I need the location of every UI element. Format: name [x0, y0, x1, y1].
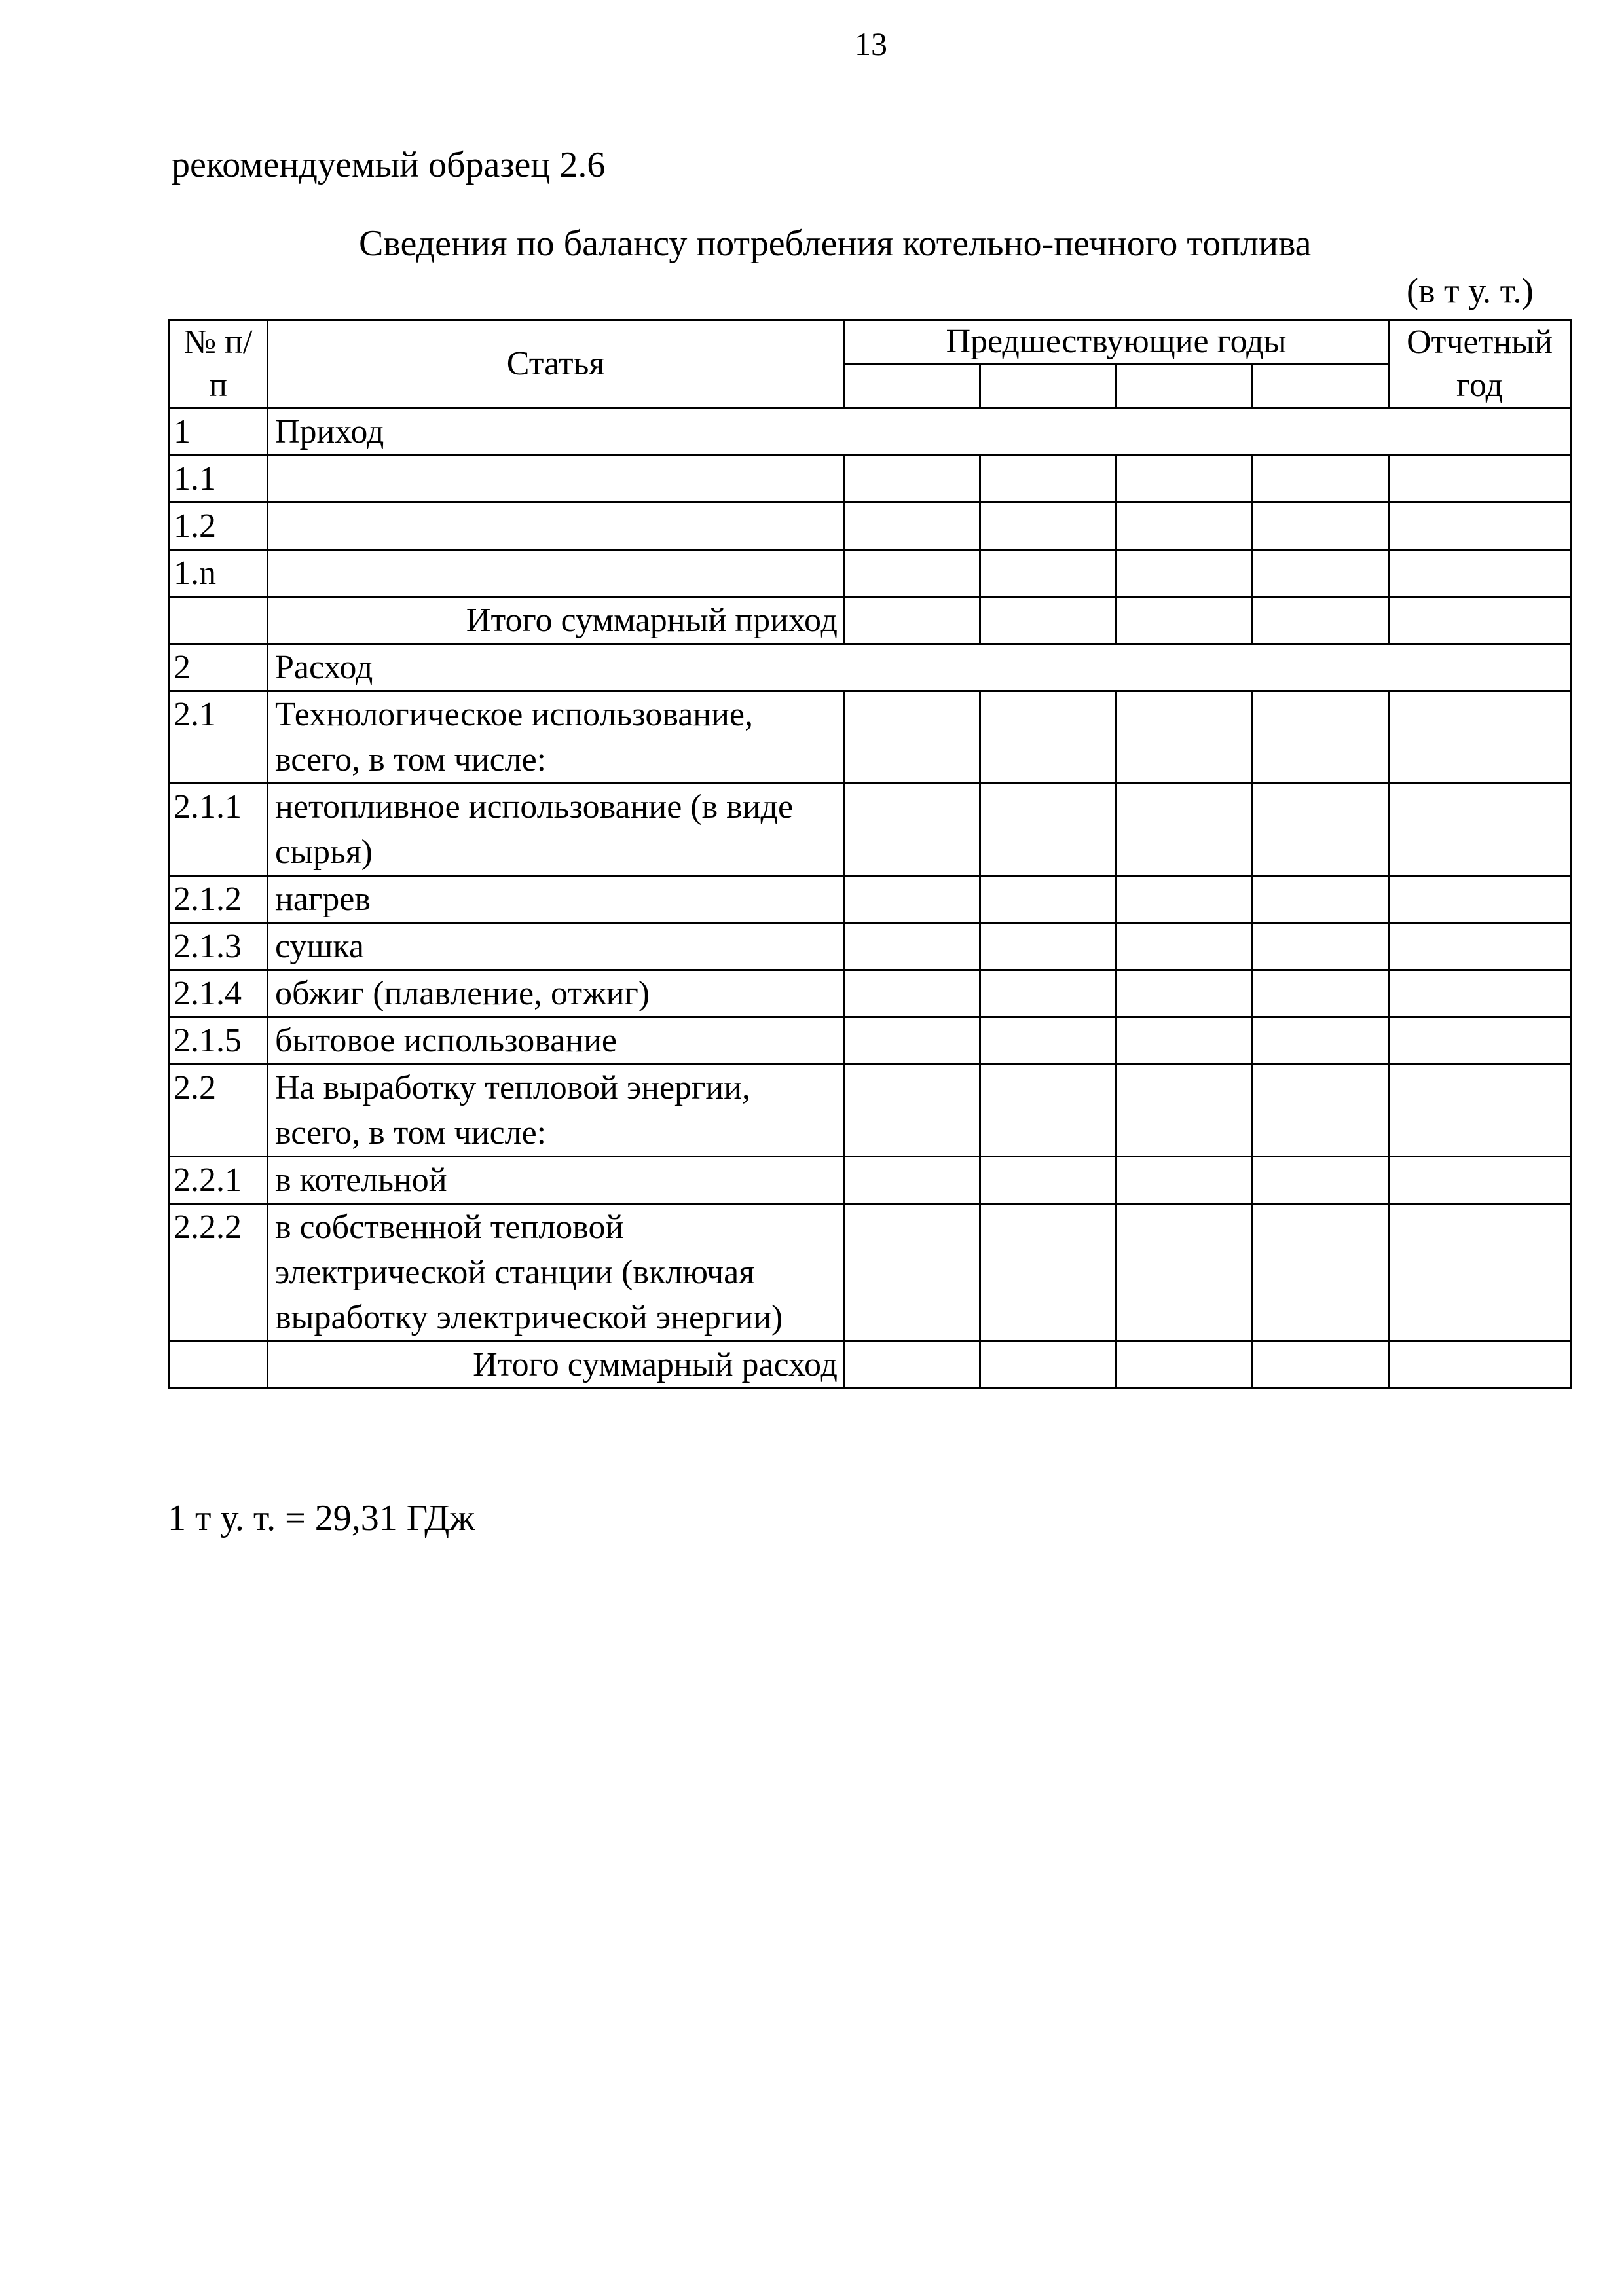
row-number: 2.2.2	[169, 1204, 268, 1341]
row-number: 1.2	[169, 503, 268, 550]
header-item: Статья	[268, 320, 844, 409]
table-row	[169, 456, 1571, 503]
row-label: в котельной	[268, 1157, 844, 1204]
table-row	[169, 644, 1571, 691]
row-number	[169, 1341, 268, 1389]
document-title: Сведения по балансу потребления котельно-печного топлива	[359, 223, 1312, 264]
prior-year-value-cell	[844, 1017, 980, 1065]
header-report-year: Отчетный год	[1389, 320, 1571, 409]
prior-year-value-cell	[844, 1065, 980, 1157]
row-number: 2	[169, 644, 268, 691]
prior-year-value-cell	[1116, 1341, 1253, 1389]
report-year-value-cell	[1389, 597, 1571, 644]
prior-year-value-cell	[1253, 1017, 1389, 1065]
row-number: 2.1.5	[169, 1017, 268, 1065]
table-row	[169, 1065, 1571, 1157]
table-row	[169, 550, 1571, 597]
prior-year-value-cell	[1253, 1157, 1389, 1204]
row-label: Расход	[268, 644, 1571, 691]
row-number: 2.2	[169, 1065, 268, 1157]
header-num: № п/п	[169, 320, 268, 409]
report-year-value-cell	[1389, 1065, 1571, 1157]
prior-year-value-cell	[980, 1204, 1116, 1341]
row-number: 1	[169, 409, 268, 456]
row-label: бытовое использование	[268, 1017, 844, 1065]
row-label	[268, 456, 844, 503]
prior-year-value-cell	[844, 784, 980, 876]
report-year-value-cell	[1389, 1017, 1571, 1065]
row-number: 2.1.3	[169, 923, 268, 970]
prior-year-value-cell	[1253, 456, 1389, 503]
table-row	[169, 970, 1571, 1017]
prior-year-cell	[1116, 364, 1253, 409]
prior-year-value-cell	[1253, 1204, 1389, 1341]
row-label: Приход	[268, 409, 1571, 456]
fuel-balance-table	[168, 319, 1572, 1389]
row-number	[169, 597, 268, 644]
row-label: Технологическое использование, всего, в том числе:	[268, 691, 844, 784]
report-year-value-cell	[1389, 1157, 1571, 1204]
table-row	[169, 1017, 1571, 1065]
prior-year-value-cell	[1116, 923, 1253, 970]
table-row	[169, 1341, 1571, 1389]
row-label	[268, 550, 844, 597]
prior-year-value-cell	[980, 691, 1116, 784]
row-number: 2.2.1	[169, 1157, 268, 1204]
table-body	[169, 409, 1571, 1389]
row-label: нагрев	[268, 876, 844, 923]
prior-year-value-cell	[844, 597, 980, 644]
prior-year-value-cell	[1116, 691, 1253, 784]
table-row	[169, 503, 1571, 550]
prior-year-value-cell	[1116, 1017, 1253, 1065]
report-year-value-cell	[1389, 784, 1571, 876]
prior-year-cell	[1253, 364, 1389, 409]
prior-year-value-cell	[980, 597, 1116, 644]
row-number: 1.n	[169, 550, 268, 597]
row-label: обжиг (плавление, отжиг)	[268, 970, 844, 1017]
prior-year-value-cell	[844, 503, 980, 550]
prior-year-value-cell	[1116, 550, 1253, 597]
prior-year-value-cell	[980, 1157, 1116, 1204]
prior-year-value-cell	[980, 1017, 1116, 1065]
table-row	[169, 691, 1571, 784]
prior-year-cell	[980, 364, 1116, 409]
prior-year-value-cell	[1116, 1065, 1253, 1157]
prior-year-value-cell	[1116, 1157, 1253, 1204]
prior-year-value-cell	[844, 456, 980, 503]
report-year-value-cell	[1389, 503, 1571, 550]
table-row	[169, 409, 1571, 456]
prior-year-value-cell	[1253, 1065, 1389, 1157]
table-row	[169, 784, 1571, 876]
prior-year-value-cell	[1116, 876, 1253, 923]
prior-year-value-cell	[1253, 784, 1389, 876]
prior-year-value-cell	[1116, 970, 1253, 1017]
report-year-value-cell	[1389, 1204, 1571, 1341]
report-year-value-cell	[1389, 970, 1571, 1017]
unit-note: (в т у. т.)	[1407, 271, 1534, 310]
prior-year-value-cell	[844, 691, 980, 784]
table-row	[169, 597, 1571, 644]
prior-year-value-cell	[1253, 597, 1389, 644]
row-number: 2.1.4	[169, 970, 268, 1017]
prior-year-value-cell	[980, 550, 1116, 597]
prior-year-value-cell	[980, 503, 1116, 550]
prior-year-value-cell	[1116, 1204, 1253, 1341]
report-year-value-cell	[1389, 876, 1571, 923]
row-label: На выработку тепловой энергии, всего, в том числе:	[268, 1065, 844, 1157]
prior-year-value-cell	[980, 970, 1116, 1017]
prior-year-value-cell	[1253, 970, 1389, 1017]
row-number: 1.1	[169, 456, 268, 503]
prior-year-value-cell	[844, 1204, 980, 1341]
row-number: 2.1.2	[169, 876, 268, 923]
report-year-value-cell	[1389, 691, 1571, 784]
page-number: 13	[855, 26, 887, 62]
prior-year-value-cell	[980, 1341, 1116, 1389]
prior-year-value-cell	[1253, 691, 1389, 784]
report-year-value-cell	[1389, 1341, 1571, 1389]
prior-year-value-cell	[844, 970, 980, 1017]
prior-year-value-cell	[1253, 503, 1389, 550]
prior-year-value-cell	[1116, 503, 1253, 550]
prior-year-value-cell	[1116, 456, 1253, 503]
report-year-value-cell	[1389, 550, 1571, 597]
prior-year-value-cell	[980, 1065, 1116, 1157]
row-label	[268, 503, 844, 550]
prior-year-value-cell	[844, 923, 980, 970]
table-row	[169, 1204, 1571, 1341]
row-label: Итого суммарный расход	[268, 1341, 844, 1389]
table-row	[169, 1157, 1571, 1204]
prior-year-value-cell	[1253, 550, 1389, 597]
prior-year-value-cell	[844, 550, 980, 597]
prior-year-value-cell	[980, 784, 1116, 876]
prior-year-value-cell	[844, 1341, 980, 1389]
row-number: 2.1	[169, 691, 268, 784]
table-row	[169, 876, 1571, 923]
prior-year-value-cell	[1116, 597, 1253, 644]
prior-year-value-cell	[1253, 876, 1389, 923]
prior-year-value-cell	[980, 456, 1116, 503]
sample-label: рекомендуемый образец 2.6	[172, 145, 606, 185]
footnote: 1 т у. т. = 29,31 ГДж	[168, 1498, 475, 1539]
report-year-value-cell	[1389, 923, 1571, 970]
prior-year-value-cell	[1253, 923, 1389, 970]
prior-year-value-cell	[1253, 1341, 1389, 1389]
row-number: 2.1.1	[169, 784, 268, 876]
row-label: нетопливное использование (в виде сырья)	[268, 784, 844, 876]
prior-year-value-cell	[980, 923, 1116, 970]
table-header-row	[169, 320, 1571, 365]
prior-year-value-cell	[844, 1157, 980, 1204]
table-row	[169, 923, 1571, 970]
row-label: Итого суммарный приход	[268, 597, 844, 644]
prior-year-value-cell	[980, 876, 1116, 923]
row-label: в собственной тепловой электрической станции (включая выработку электрической энергии)	[268, 1204, 844, 1341]
report-year-value-cell	[1389, 456, 1571, 503]
prior-year-cell	[844, 364, 980, 409]
row-label: сушка	[268, 923, 844, 970]
header-prior-years: Предшествующие годы	[844, 320, 1389, 365]
prior-year-value-cell	[1116, 784, 1253, 876]
prior-year-value-cell	[844, 876, 980, 923]
